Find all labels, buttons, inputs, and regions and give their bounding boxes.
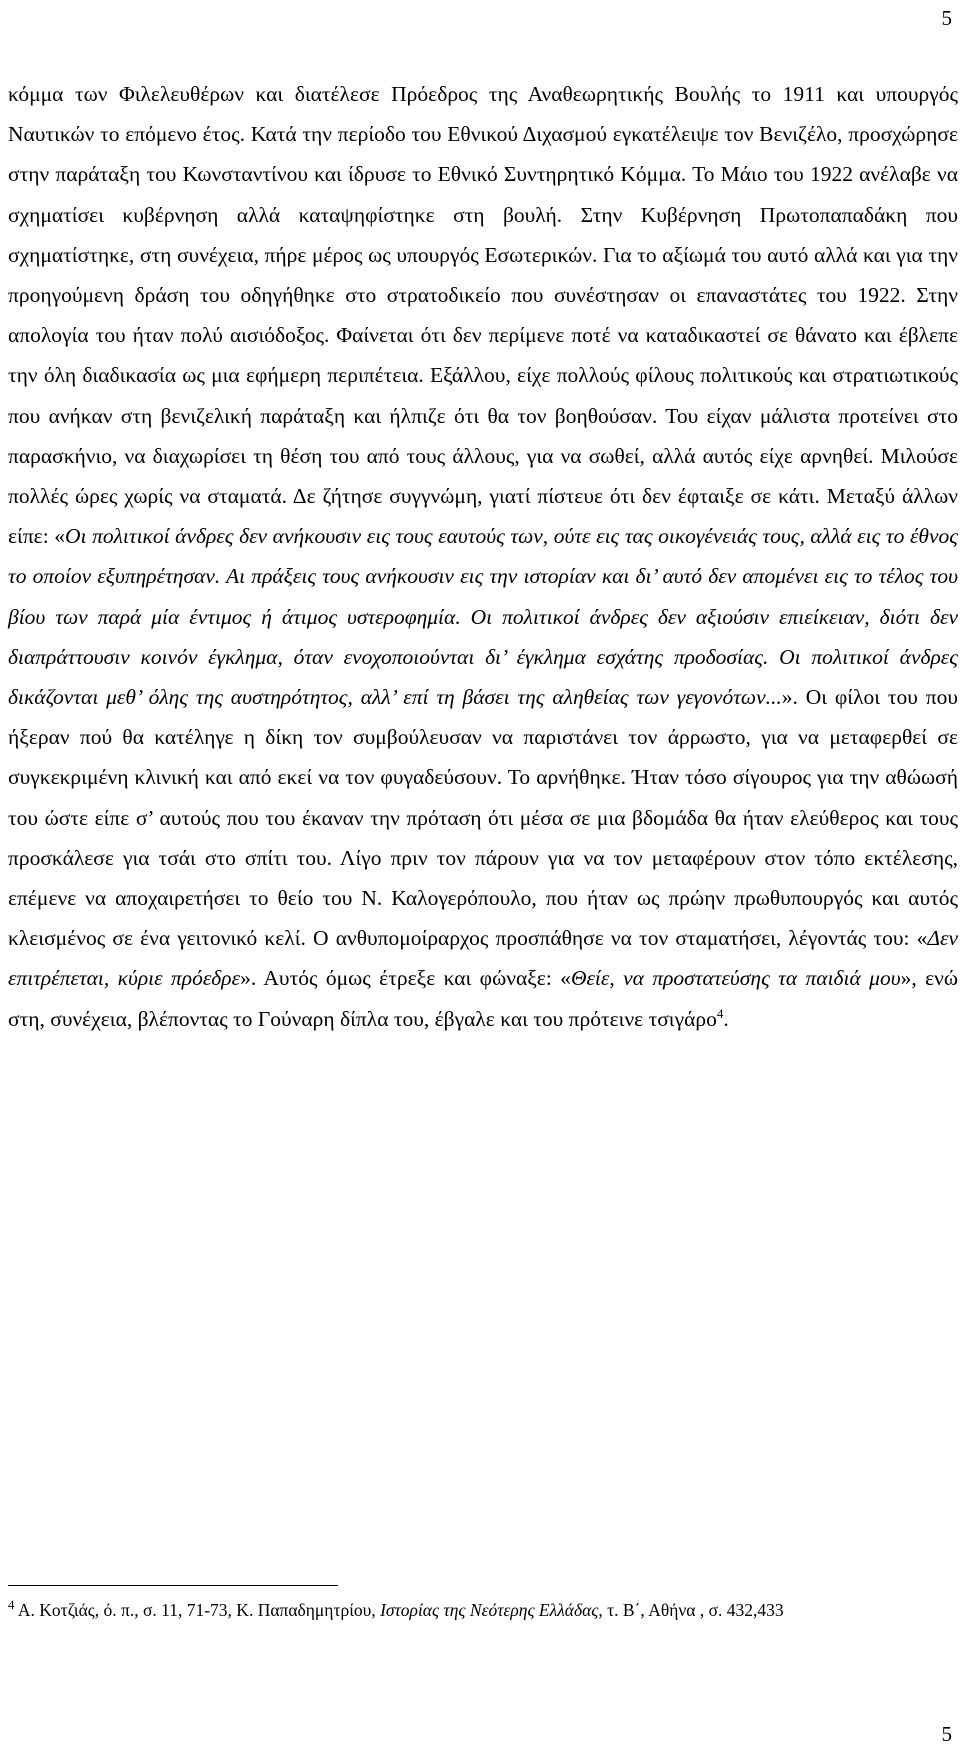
text-run: ». Οι φίλοι του που ήξεραν πού θα κατέληγε η δίκη τον συμβούλευσαν να παριστάνει τον άρρωστο, για να μεταφερθεί σε συγκεκριμένη κλινική και από εκεί να τον φυγαδεύσουν. Το αρνήθηκε. Ήταν τόσο σίγουρος για την αθώωσή του ώστε είπε σ’ αυτούς που του έκαναν την πρόταση ότι μέσα σε μια βδομάδα θα ήταν ελεύθερος και τους προσκάλεσε για τσάι στο σπίτι του. Λίγο πριν τον πάρουν για να τον μεταφέρουν στον τόπο εκτέλεσης, επέμενε να αποχαιρετήσει το θείο του Ν. Καλογερόπουλο, που ήταν ως πρώην πρωθυπουργός και αυτός κλεισμένος σε ένα γειτονικό κελί. Ο ανθυπομοίραρχος προσπάθησε να τον σταματήσει, λέγοντάς του: « — [8, 685, 958, 951]
quote-italic: Οι πολιτικοί άνδρες δεν ανήκουσιν εις τους εαυτούς των, ούτε εις τας οικογένειάς τους, αλλά εις το έθνος το οποίον εξυπηρέτησαν. Αι πράξεις τους ανήκουσιν εις την ιστορίαν και δι’ αυτό δεν απομένει εις το τέλος του βίου των παρά μία έντιμος ή άτιμος υστεροφημία. Οι πολιτικοί άνδρες δεν αξιούσιν επιείκειαν, διότι δεν διαπράττουσιν κοινόν έγκλημα, όταν ενοχοποιούνται δι’ έγκλημα εσχάτης προδοσίας. Οι πολιτικοί άνδρες δικάζονται μεθ’ όλης της αυστηρότητος, αλλ’ επί τη βάσει της αληθείας των γεγονότων... — [8, 524, 958, 710]
footnote-separator — [8, 1585, 338, 1586]
footnote-text: , τ. Β΄, Αθήνα , σ. 432,433 — [598, 1600, 784, 1620]
body-text — [8, 74, 958, 1039]
text-run: κόμμα των Φιλελευθέρων και διατέλεσε Πρόεδρος της Αναθεωρητικής Βουλής το 1911 και υπουργός Ναυτικών το επόμενο έτος. Κατά την περίοδο του Εθνικού Διχασμού εγκατέλειψε τον Βενιζέλο, προσχώρησε στην παράταξη του Κωνσταντίνου και ίδρυσε το Εθνικό Συντηρητικό Κόμμα. Το Μάιο του 1922 ανέλαβε να σχηματίσει κυβέρνηση αλλά καταψηφίστηκε στη βουλή. Στην Κυβέρνηση Πρωτοπαπαδάκη που σχηματίστηκε, στη συνέχεια, πήρε μέρος ως υπουργός Εσωτερικών. Για το αξίωμά του αυτό αλλά και για την προηγούμενη δράση του οδηγήθηκε στο στρατοδικείο που συνέστησαν οι επαναστάτες του 1922. Στην απολογία του ήταν πολύ αισιόδοξος. Φαίνεται ότι δεν περίμενε ποτέ να καταδικαστεί σε θάνατο και έβλεπε την όλη διαδικασία ως μια εφήμερη περιπέτεια. Εξάλλου, είχε πολλούς φίλους πολιτικούς και στρατιωτικούς που ανήκαν στη βενιζελική παράταξη και ήλπιζε ότι θα τον βοηθούσαν. Του είχαν μάλιστα προτείνει στο παρασκήνιο, να διαχωρίσει τη θέση του από τους άλλους, για να σωθεί, αλλά αυτός είχε αρνηθεί. Μιλούσε πολλές ώρες χωρίς να σταματά. Δε ζήτησε συγγνώμη, γιατί πίστευε ότι δεν έφταιξε σε κάτι. Μεταξύ άλλων είπε: « — [8, 82, 958, 549]
footnote-number: 4 — [8, 1597, 15, 1613]
quote-italic: Δεν επιτρέπεται, κύριε πρόεδρε — [8, 926, 958, 991]
footnote-book-title: Ιστορίας της Νεότερης Ελλάδας — [380, 1600, 599, 1620]
footnote-text: Α. Κοτζιάς, ό. π., σ. 11, 71-73, Κ. Παπαδημητρίου, — [14, 1600, 381, 1620]
footnote — [8, 1594, 958, 1626]
text-run: ». Αυτός όμως έτρεξε και φώναξε: « — [240, 966, 571, 991]
paragraph — [8, 74, 958, 1039]
page-number-top: 5 — [941, 6, 952, 30]
footnote-reference[interactable]: 4 — [716, 1005, 724, 1021]
text-run: . — [723, 1006, 729, 1031]
quote-italic: Θείε, να προστατεύσης τα παιδιά μου — [570, 966, 901, 991]
text-run: », ενώ στη, συνέχεια, βλέποντας το Γούναρη δίπλα του, έβγαλε και του πρότεινε τσιγάρο — [8, 966, 959, 1031]
page-number-bottom: 5 — [941, 1722, 952, 1746]
